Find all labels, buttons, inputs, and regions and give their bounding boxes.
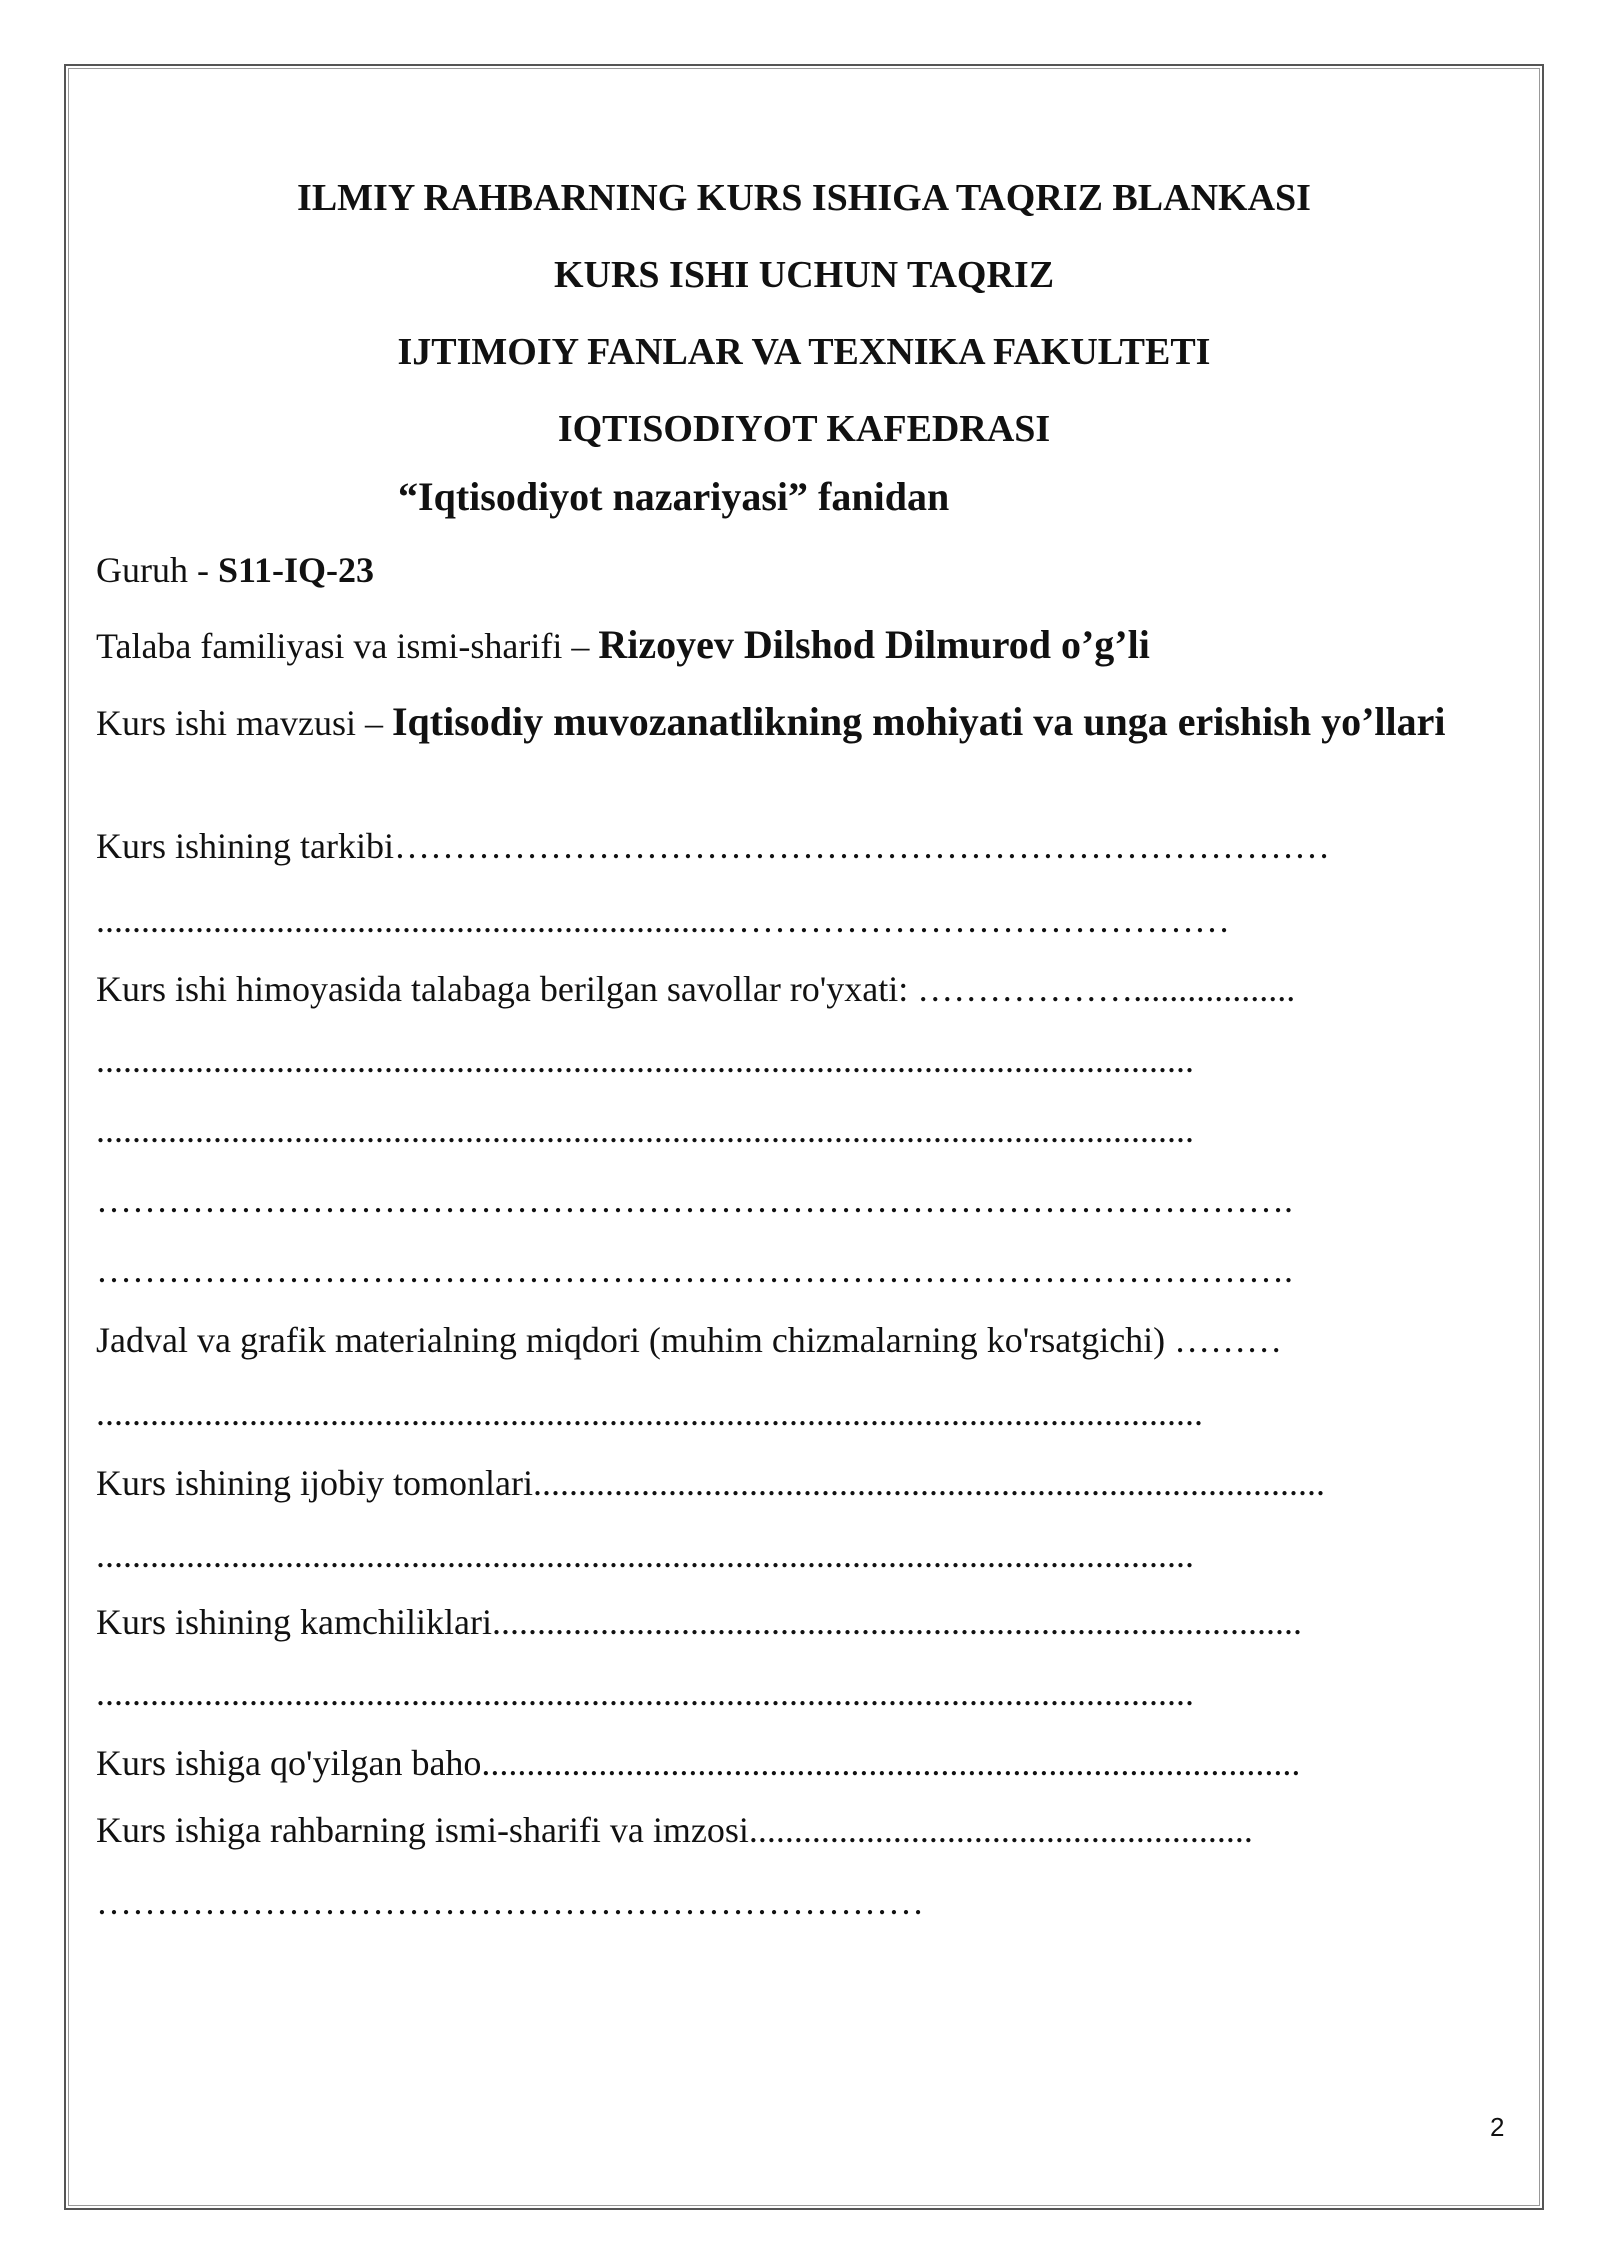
structure-field: Kurs ishining tarkibi…………………………………………………………………… (96, 826, 1330, 866)
faculty-title: IJTIMOIY FANLAR VA TEXNIKA FAKULTETI (397, 331, 1211, 373)
title-block (64, 160, 1544, 468)
tables-field-cont: ........................................................................................................................... (96, 1393, 1203, 1433)
questions-line-2: .......................................................................................................................... (96, 1110, 1194, 1150)
topic-value: Iqtisodiy muvozanatlikning mohiyati va unga erishish yo’llari (391, 699, 1446, 744)
questions-field: Kurs ishi himoyasida talabaga berilgan savollar ro'yxati: ……………….................. (96, 969, 1296, 1009)
group-line (96, 550, 374, 590)
positive-field: Kurs ishining ijobiy tomonlari........................................................................................ (96, 1463, 1325, 1503)
shortcomings-field: Kurs ishining kamchiliklari.......................................................................................... (96, 1602, 1302, 1642)
questions-line-1: .......................................................................................................................... (96, 1040, 1194, 1080)
department-title: IQTISODIYOT KAFEDRASI (557, 408, 1051, 450)
review-title: KURS ISHI UCHUN TAQRIZ (553, 254, 1055, 296)
form-title: ILMIY RAHBARNING KURS ISHIGA TAQRIZ BLANKASI (297, 177, 1311, 219)
group-value: S11-IQ-23 (217, 550, 375, 590)
student-name: Rizoyev Dilshod Dilmurod o’g’li (598, 622, 1150, 667)
supervisor-field: Kurs ishiga rahbarning ismi-sharifi va imzosi........................................................ (96, 1810, 1253, 1850)
student-line (96, 622, 1150, 667)
structure-field-cont: ......................................................................…………………………………… (96, 900, 1230, 940)
topic-line (96, 698, 1510, 747)
subject-heading: “Iqtisodiyot nazariyasi” fanidan (398, 474, 950, 519)
positive-field-cont: .......................................................................................................................... (96, 1535, 1194, 1575)
student-label: Talaba familiyasi va ismi-sharifi – (96, 626, 599, 666)
topic-label: Kurs ishi mavzusi – (96, 703, 392, 743)
tables-field: Jadval va grafik materialning miqdori (muhim chizmalarning ko'rsatgichi) ……… (96, 1320, 1283, 1360)
questions-line-3: ………………………………………………………………………………………. (96, 1180, 1293, 1220)
shortcomings-field-cont: .......................................................................................................................... (96, 1673, 1194, 1713)
page-number: 2 (1490, 2112, 1505, 2142)
supervisor-field-cont: …………………………………………………………… (96, 1882, 924, 1922)
questions-line-4: ………………………………………………………………………………………. (96, 1250, 1293, 1290)
group-label: Guruh - (96, 550, 218, 590)
grade-field: Kurs ishiga qo'yilgan baho........................................................................................... (96, 1743, 1301, 1783)
